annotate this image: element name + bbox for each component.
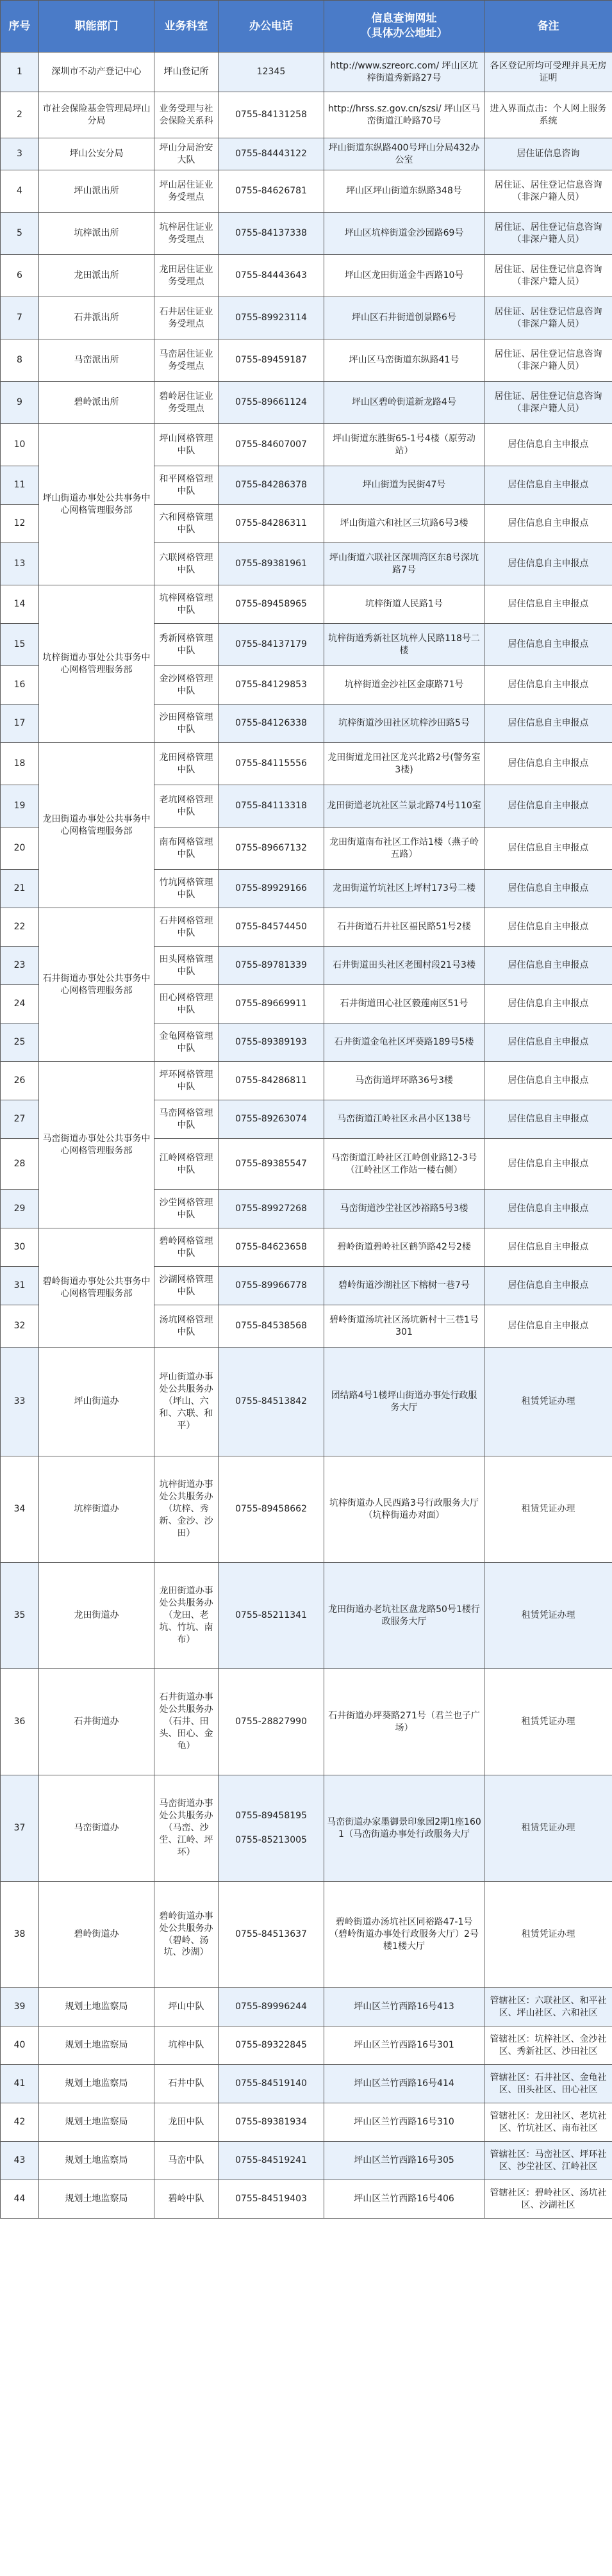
row-phone: 0755-84623658: [219, 1228, 324, 1267]
row-address: 坪山街道东纵路400号坪山分局432办公室: [324, 138, 484, 170]
table-row: [1, 170, 612, 213]
row-seq: 14: [1, 585, 39, 624]
row-seq: 6: [1, 255, 39, 297]
row-phone: 0755-84286311: [219, 505, 324, 543]
table-row: [1, 585, 612, 624]
table-row: [1, 424, 612, 466]
row-team: 碧岭网格管理中队: [154, 1228, 219, 1267]
row-phone: 0755-84513637: [219, 1882, 324, 1988]
row-dept: 规划土地监察局: [39, 1988, 154, 2026]
row-note: 居住信息自主申报点: [484, 505, 612, 543]
row-seq: 44: [1, 2180, 39, 2219]
row-seq: 3: [1, 138, 39, 170]
row-address: 马峦街道坪环路36号3楼: [324, 1062, 484, 1100]
row-address: 坪山街道六联社区深圳湾区东8号深坑路7号: [324, 543, 484, 585]
row-dept: 坑梓派出所: [39, 213, 154, 255]
row-phone: 0755-84115556: [219, 743, 324, 785]
row-seq: 24: [1, 985, 39, 1023]
row-phone: 0755-28827990: [219, 1669, 324, 1775]
row-address: 龙田街道南布社区工作站1楼（燕子岭五路）: [324, 827, 484, 870]
row-dept: 规划土地监察局: [39, 2142, 154, 2180]
row-phone: 0755-89385547: [219, 1139, 324, 1190]
row-seq: 4: [1, 170, 39, 213]
row-note: 居住信息自主申报点: [484, 1100, 612, 1139]
table-row: [1, 92, 612, 138]
row-dept: 深圳市不动产登记中心: [39, 53, 154, 92]
row-address: 马峦街道沙坣社区沙裕路5号3楼: [324, 1190, 484, 1228]
row-seq: 42: [1, 2103, 39, 2142]
table-row: [1, 138, 612, 170]
header-note: 备注: [484, 1, 612, 53]
row-seq: 17: [1, 705, 39, 743]
row-team: 汤坑网格管理中队: [154, 1305, 219, 1348]
row-note: 居住信息自主申报点: [484, 1228, 612, 1267]
row-address: 马峦街道江岭社区永昌小区138号: [324, 1100, 484, 1139]
table-row: [1, 1563, 612, 1669]
table-row: [1, 2065, 612, 2103]
row-address: 龙田街道老坑社区兰景北路74号110室: [324, 785, 484, 827]
row-phone: 12345: [219, 53, 324, 92]
row-dept: 石井街道办: [39, 1669, 154, 1775]
row-address: 坪山区兰竹西路16号414: [324, 2065, 484, 2103]
row-note: 居住信息自主申报点: [484, 624, 612, 666]
row-seq: 30: [1, 1228, 39, 1267]
row-address: 坑梓街道秀新社区坑梓人民路118号二楼: [324, 624, 484, 666]
row-note: 租赁凭证办理: [484, 1563, 612, 1669]
row-address: 马峦街道办家墨御景印象园2期1座1601（马峦街道办事处行政服务大厅: [324, 1775, 484, 1882]
row-address: 石井街道田头社区老围村段21号3楼: [324, 947, 484, 985]
header-team: 业务科室: [154, 1, 219, 53]
row-seq: 26: [1, 1062, 39, 1100]
row-phone: 0755-84519140: [219, 2065, 324, 2103]
row-address: 坪山区马峦街道东纵路41号: [324, 339, 484, 382]
row-seq: 40: [1, 2026, 39, 2065]
row-note: 居住证信息咨询: [484, 138, 612, 170]
row-note: 居住信息自主申报点: [484, 1023, 612, 1062]
row-seq: 5: [1, 213, 39, 255]
row-seq: 19: [1, 785, 39, 827]
row-note: 居住信息自主申报点: [484, 827, 612, 870]
row-seq: 23: [1, 947, 39, 985]
row-team: 江岭网格管理中队: [154, 1139, 219, 1190]
row-phone: 0755-89923114: [219, 297, 324, 339]
row-team: 石井街道办事处公共服务办（石井、田头、田心、金龟）: [154, 1669, 219, 1775]
row-dept: 规划土地监察局: [39, 2180, 154, 2219]
header-seq: 序号: [1, 1, 39, 53]
row-phone: 0755-84607007: [219, 424, 324, 466]
row-team: 竹坑网格管理中队: [154, 870, 219, 908]
row-team: 沙田网格管理中队: [154, 705, 219, 743]
row-phone: 0755-84113318: [219, 785, 324, 827]
row-note: 管辖社区：坑梓社区、金沙社区、秀新社区、沙田社区: [484, 2026, 612, 2065]
row-phone: 0755-84443122: [219, 138, 324, 170]
row-phone: 0755-89966778: [219, 1267, 324, 1305]
table-row: [1, 1882, 612, 1988]
row-dept: 坪山派出所: [39, 170, 154, 213]
row-seq: 38: [1, 1882, 39, 1988]
row-team: 坪山登记所: [154, 53, 219, 92]
row-note: 居住证、居住登记信息咨询（非深户籍人员）: [484, 170, 612, 213]
row-dept-merged: 马峦街道办事处公共事务中心网格管理服务部: [39, 1062, 154, 1228]
row-team: 坪山居住证业务受理点: [154, 170, 219, 213]
row-note: 租赁凭证办理: [484, 1669, 612, 1775]
row-phone: 0755-89996244: [219, 1988, 324, 2026]
row-phone: 0755-84443643: [219, 255, 324, 297]
row-phone: 0755-89458662: [219, 1456, 324, 1563]
row-note: 居住证、居住登记信息咨询（非深户籍人员）: [484, 339, 612, 382]
row-team: 碧岭中队: [154, 2180, 219, 2219]
row-seq: 18: [1, 743, 39, 785]
row-note: 居住证、居住登记信息咨询（非深户籍人员）: [484, 255, 612, 297]
table-row: [1, 2026, 612, 2065]
row-address: 坪山街道为民街47号: [324, 466, 484, 505]
table-row: [1, 2180, 612, 2219]
row-note: 租赁凭证办理: [484, 1882, 612, 1988]
row-address: http://www.szreorc.com/ 坪山区坑梓街道秀新路27号: [324, 53, 484, 92]
row-phone: 0755-89661124: [219, 382, 324, 424]
row-team: 六联网格管理中队: [154, 543, 219, 585]
table-row: [1, 1775, 612, 1882]
header-dept: 职能部门: [39, 1, 154, 53]
row-note: 各区登记所均可受理并具无房证明: [484, 53, 612, 92]
row-team: 坪山分局治安大队: [154, 138, 219, 170]
header-address-line1: 信息查询网址: [371, 12, 437, 26]
row-dept: 龙田派出所: [39, 255, 154, 297]
table-row: [1, 53, 612, 92]
row-address: 坪山街道东胜街65-1号4楼（原劳动站）: [324, 424, 484, 466]
row-team: 田心网格管理中队: [154, 985, 219, 1023]
row-team: 坪山街道办事处公共服务办（坪山、六和、六联、和平）: [154, 1348, 219, 1456]
row-dept: 马峦街道办: [39, 1775, 154, 1882]
row-note: 管辖社区：马峦社区、坪环社区、沙坣社区、江岭社区: [484, 2142, 612, 2180]
row-address: 坪山区兰竹西路16号406: [324, 2180, 484, 2219]
row-note: 居住信息自主申报点: [484, 466, 612, 505]
row-address: 碧岭街道沙湖社区下榕树一巷7号: [324, 1267, 484, 1305]
row-note: 居住信息自主申报点: [484, 585, 612, 624]
row-address: 坪山区兰竹西路16号301: [324, 2026, 484, 2065]
row-address: 坪山区龙田街道金牛西路10号: [324, 255, 484, 297]
row-dept: 坑梓街道办: [39, 1456, 154, 1563]
header-address-line2: （具体办公地址）: [360, 27, 448, 40]
row-address: 石井街道金龟社区坪葵路189号5楼: [324, 1023, 484, 1062]
row-note: 居住信息自主申报点: [484, 1267, 612, 1305]
row-team: 南布网格管理中队: [154, 827, 219, 870]
table-row: [1, 213, 612, 255]
row-team: 沙坣网格管理中队: [154, 1190, 219, 1228]
row-address: 坪山区石井街道创景路6号: [324, 297, 484, 339]
row-team: 马峦街道办事处公共服务办（马峦、沙坣、江岭、坪环）: [154, 1775, 219, 1882]
row-note: 居住证、居住登记信息咨询（非深户籍人员）: [484, 213, 612, 255]
row-phone: 0755-89459187: [219, 339, 324, 382]
table-row: [1, 1228, 612, 1267]
row-dept: 石井派出所: [39, 297, 154, 339]
row-note: 居住信息自主申报点: [484, 1139, 612, 1190]
row-dept: 碧岭街道办: [39, 1882, 154, 1988]
row-address: http://hrss.sz.gov.cn/szsi/ 坪山区马峦街道江岭路70号: [324, 92, 484, 138]
row-team: 龙田街道办事处公共服务办（龙田、老坑、竹坑、南布）: [154, 1563, 219, 1669]
row-note: 居住信息自主申报点: [484, 908, 612, 947]
row-phone: 0755-85211341: [219, 1563, 324, 1669]
row-team: 老坑网格管理中队: [154, 785, 219, 827]
row-seq: 43: [1, 2142, 39, 2180]
row-team: 碧岭街道办事处公共服务办（碧岭、汤坑、沙湖）: [154, 1882, 219, 1988]
row-seq: 16: [1, 666, 39, 705]
row-dept-merged: 碧岭街道办事处公共事务中心网格管理服务部: [39, 1228, 154, 1348]
row-team: 六和网格管理中队: [154, 505, 219, 543]
row-note: 租赁凭证办理: [484, 1348, 612, 1456]
row-phone: 0755-89927268: [219, 1190, 324, 1228]
table-row: [1, 2103, 612, 2142]
row-note: 居住信息自主申报点: [484, 870, 612, 908]
row-address: 坪山区坪山街道东纵路348号: [324, 170, 484, 213]
row-phone: 0755-84137179: [219, 624, 324, 666]
row-address: 坑梓街道人民路1号: [324, 585, 484, 624]
row-seq: 20: [1, 827, 39, 870]
row-phone: 0755-89667132: [219, 827, 324, 870]
header-address: [324, 1, 484, 53]
row-note: 租赁凭证办理: [484, 1775, 612, 1882]
row-team: 坑梓街道办事处公共服务办（坑梓、秀新、金沙、沙田）: [154, 1456, 219, 1563]
row-seq: 21: [1, 870, 39, 908]
row-team: 坪山中队: [154, 1988, 219, 2026]
row-seq: 35: [1, 1563, 39, 1669]
row-address: 坪山区兰竹西路16号310: [324, 2103, 484, 2142]
row-note: 管辖社区：碧岭社区、汤坑社区、沙湖社区: [484, 2180, 612, 2219]
row-team: 坪山网格管理中队: [154, 424, 219, 466]
row-phone: 0755-84538568: [219, 1305, 324, 1348]
row-seq: 34: [1, 1456, 39, 1563]
row-phone: 0755-84513842: [219, 1348, 324, 1456]
row-phone: 0755-89458965: [219, 585, 324, 624]
row-seq: 13: [1, 543, 39, 585]
row-note: 居住信息自主申报点: [484, 947, 612, 985]
row-seq: 11: [1, 466, 39, 505]
row-phone: 0755-89263074: [219, 1100, 324, 1139]
row-address: 坪山区兰竹西路16号413: [324, 1988, 484, 2026]
row-phone: 0755-89381934: [219, 2103, 324, 2142]
row-note: 管辖社区：六联社区、和平社区、坪山社区、六和社区: [484, 1988, 612, 2026]
row-team: 龙田居住证业务受理点: [154, 255, 219, 297]
row-address: 石井街道办坪葵路271号（君兰也子广场）: [324, 1669, 484, 1775]
row-note: 居住信息自主申报点: [484, 985, 612, 1023]
row-address: 龙田街道龙田社区龙兴北路2号(警务室3楼): [324, 743, 484, 785]
table-row: [1, 743, 612, 785]
row-seq: 15: [1, 624, 39, 666]
row-dept: 规划土地监察局: [39, 2065, 154, 2103]
row-note: 居住证、居住登记信息咨询（非深户籍人员）: [484, 382, 612, 424]
row-phone: 0755-84626781: [219, 170, 324, 213]
row-seq: 8: [1, 339, 39, 382]
row-note: 居住信息自主申报点: [484, 743, 612, 785]
table-row: [1, 297, 612, 339]
row-phone: 0755-84519403: [219, 2180, 324, 2219]
row-address: 坑梓街道办人民西路3号行政服务大厅（坑梓街道办对面）: [324, 1456, 484, 1563]
row-team: 业务受理与社会保险关系科: [154, 92, 219, 138]
row-team: 马峦网格管理中队: [154, 1100, 219, 1139]
row-address: 坪山街道六和社区三坑路6号3楼: [324, 505, 484, 543]
row-team: 石井网格管理中队: [154, 908, 219, 947]
row-note: 居住信息自主申报点: [484, 1190, 612, 1228]
row-address: 石井街道石井社区福民路51号2楼: [324, 908, 484, 947]
table-row: [1, 2142, 612, 2180]
table-row: [1, 255, 612, 297]
row-note: 居住信息自主申报点: [484, 666, 612, 705]
row-address: 马峦街道江岭社区江岭创业路12-3号（江岭社区工作站一楼右侧）: [324, 1139, 484, 1190]
row-note: 居住信息自主申报点: [484, 424, 612, 466]
row-seq: 37: [1, 1775, 39, 1882]
row-note: 居住信息自主申报点: [484, 543, 612, 585]
row-phone: 0755-84137338: [219, 213, 324, 255]
table-row: [1, 1988, 612, 2026]
row-team: 石井中队: [154, 2065, 219, 2103]
row-phone: 0755-84129853: [219, 666, 324, 705]
row-note: 租赁凭证办理: [484, 1456, 612, 1563]
row-team: 坑梓网格管理中队: [154, 585, 219, 624]
row-seq: 41: [1, 2065, 39, 2103]
row-phone: 0755-89929166: [219, 870, 324, 908]
row-seq: 2: [1, 92, 39, 138]
row-team: 金沙网格管理中队: [154, 666, 219, 705]
row-seq: 25: [1, 1023, 39, 1062]
row-seq: 29: [1, 1190, 39, 1228]
row-phone: 0755-84131258: [219, 92, 324, 138]
row-seq: 39: [1, 1988, 39, 2026]
row-note: 管辖社区：石井社区、金龟社区、田头社区、田心社区: [484, 2065, 612, 2103]
row-address: 坪山区碧岭街道新龙路4号: [324, 382, 484, 424]
row-team: 石井居住证业务受理点: [154, 297, 219, 339]
row-phone: 0755-84286811: [219, 1062, 324, 1100]
row-seq: 27: [1, 1100, 39, 1139]
row-dept: 市社会保险基金管理局坪山分局: [39, 92, 154, 138]
row-dept: 马峦派出所: [39, 339, 154, 382]
row-dept-merged: 坑梓街道办事处公共事务中心网格管理服务部: [39, 585, 154, 743]
row-team: 坑梓居住证业务受理点: [154, 213, 219, 255]
row-phone: 0755-84574450: [219, 908, 324, 947]
row-team: 沙湖网格管理中队: [154, 1267, 219, 1305]
row-dept: 龙田街道办: [39, 1563, 154, 1669]
row-phone: 0755-89389193: [219, 1023, 324, 1062]
row-phone: 0755-89669911: [219, 985, 324, 1023]
row-seq: 1: [1, 53, 39, 92]
row-phone: 0755-84126338: [219, 705, 324, 743]
table-body: [1, 53, 612, 2219]
row-phone: 0755-89381961: [219, 543, 324, 585]
table-row: [1, 339, 612, 382]
row-team: 龙田中队: [154, 2103, 219, 2142]
row-note: 居住信息自主申报点: [484, 1062, 612, 1100]
row-seq: 31: [1, 1267, 39, 1305]
row-dept-merged: 龙田街道办事处公共事务中心网格管理服务部: [39, 743, 154, 908]
row-phone: 0755-84286378: [219, 466, 324, 505]
row-team: 坪环网格管理中队: [154, 1062, 219, 1100]
row-team: 田头网格管理中队: [154, 947, 219, 985]
table-row: [1, 382, 612, 424]
row-team: 马峦中队: [154, 2142, 219, 2180]
row-dept: 规划土地监察局: [39, 2103, 154, 2142]
row-address: 碧岭街道汤坑社区汤坑新村十三巷1号301: [324, 1305, 484, 1348]
row-seq: 7: [1, 297, 39, 339]
row-dept-merged: 坪山街道办事处公共事务中心网格管理服务部: [39, 424, 154, 585]
row-dept: 碧岭派出所: [39, 382, 154, 424]
row-seq: 12: [1, 505, 39, 543]
row-note: 居住信息自主申报点: [484, 785, 612, 827]
row-team: 金龟网格管理中队: [154, 1023, 219, 1062]
row-team: 和平网格管理中队: [154, 466, 219, 505]
table-row: [1, 908, 612, 947]
row-dept: 坪山街道办: [39, 1348, 154, 1456]
row-note: 居住信息自主申报点: [484, 705, 612, 743]
row-note: 管辖社区：龙田社区、老坑社区、竹坑社区、南布社区: [484, 2103, 612, 2142]
header-phone: 办公电话: [219, 1, 324, 53]
row-address: 石井街道田心社区毅莲南区51号: [324, 985, 484, 1023]
row-phone: 0755-89458195 0755-85213005: [219, 1775, 324, 1882]
row-phone: 0755-84519241: [219, 2142, 324, 2180]
row-address: 碧岭街道碧岭社区鹤笋路42号2楼: [324, 1228, 484, 1267]
row-address: 碧岭街道办汤坑社区同裕路47-1号（碧岭街道办事处行政服务大厅）2号楼1楼大厅: [324, 1882, 484, 1988]
row-dept-merged: 石井街道办事处公共事务中心网格管理服务部: [39, 908, 154, 1062]
row-note: 进入界面点击：个人网上服务系统: [484, 92, 612, 138]
row-address: 坪山区兰竹西路16号305: [324, 2142, 484, 2180]
table-row: [1, 1348, 612, 1456]
row-seq: 28: [1, 1139, 39, 1190]
row-address: 龙田街道竹坑社区上坪村173号二楼: [324, 870, 484, 908]
row-seq: 36: [1, 1669, 39, 1775]
row-dept: 坪山公安分局: [39, 138, 154, 170]
row-note: 居住信息自主申报点: [484, 1305, 612, 1348]
row-note: 居住证、居住登记信息咨询（非深户籍人员）: [484, 297, 612, 339]
row-address: 团结路4号1楼坪山街道办事处行政服务大厅: [324, 1348, 484, 1456]
row-address: 坑梓街道金沙社区金康路71号: [324, 666, 484, 705]
row-team: 坑梓中队: [154, 2026, 219, 2065]
row-seq: 33: [1, 1348, 39, 1456]
row-seq: 22: [1, 908, 39, 947]
row-address: 坪山区坑梓街道金沙园路69号: [324, 213, 484, 255]
row-phone: 0755-89322845: [219, 2026, 324, 2065]
row-seq: 10: [1, 424, 39, 466]
table-row: [1, 1456, 612, 1563]
row-team: 龙田网格管理中队: [154, 743, 219, 785]
row-address: 坑梓街道沙田社区坑梓沙田路5号: [324, 705, 484, 743]
row-phone: 0755-89781339: [219, 947, 324, 985]
table-row: [1, 1669, 612, 1775]
row-dept: 规划土地监察局: [39, 2026, 154, 2065]
row-address: 龙田街道办老坑社区盘龙路50号1楼行政服务大厅: [324, 1563, 484, 1669]
row-team: 秀新网格管理中队: [154, 624, 219, 666]
row-seq: 9: [1, 382, 39, 424]
row-seq: 32: [1, 1305, 39, 1348]
row-team: 碧岭居住证业务受理点: [154, 382, 219, 424]
row-team: 马峦居住证业务受理点: [154, 339, 219, 382]
table-row: [1, 1062, 612, 1100]
header-row: [1, 1, 612, 53]
